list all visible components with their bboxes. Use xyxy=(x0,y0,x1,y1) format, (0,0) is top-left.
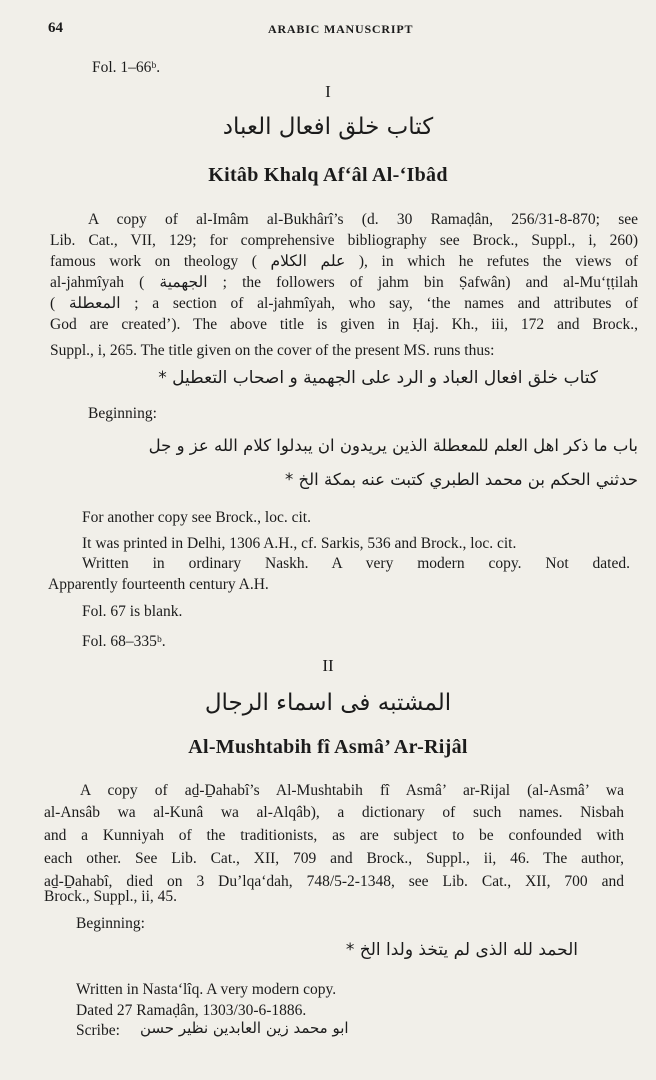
arabic-beginning-2: الحمد لله الذى لم يتخذ ولدا الخ * xyxy=(345,940,578,960)
transliterated-title-1: Kitâb Khalq Af‘âl Al-‘Ibâd xyxy=(208,164,448,186)
section-numeral-1: I xyxy=(325,82,331,101)
body-line: Brock., Suppl., ii, 45. xyxy=(44,888,178,905)
body-line: each other. See Lib. Cat., XII, 709 and Brock., Suppl., ii, 46. The author, xyxy=(44,850,624,867)
note-line: Dated 27 Ramaḍân, 1303/30-6-1886. xyxy=(76,1002,307,1019)
body-line: aḏ-Ḏahabî, died on 3 Du’lqa‘dah, 748/5-2-1348, see Lib. Cat., XII, 700 and xyxy=(44,873,624,890)
body-line: al-Ansâb wa al-Kunâ wa al-Alqâb), a dictionary of such names. Nisbah xyxy=(44,804,624,821)
note-line: For another copy see Brock., loc. cit. xyxy=(82,509,311,526)
body-line: God are created’). The above title is given in Ḥaj. Kh., iii, 172 and Brock., xyxy=(50,316,638,333)
note-line: It was printed in Delhi, 1306 A.H., cf. Sarkis, 536 and Brock., loc. cit. xyxy=(82,535,517,552)
arabic-cover-title: كتاب خلق افعال العباد و الرد على الجهمية و اصحاب التعطيل * xyxy=(158,368,598,388)
scribe-name-arabic: ابو محمد زين العابدين نظير حسن xyxy=(140,1019,349,1037)
arabic-title-2: المشتبه فى اسماء الرجال xyxy=(204,690,452,716)
body-line: A copy of aḏ-Ḏahabî’s Al-Mushtabih fî Asmâ’ ar-Rijal (al-Asmâ’ wa xyxy=(80,782,624,799)
folio-range-1: Fol. 1–66ᵇ. xyxy=(92,59,161,76)
folio-range-2: Fol. 68–335ᵇ. xyxy=(82,633,166,650)
body-line: and a Kunniyah of the traditionists, as are subject to be confounded with xyxy=(44,827,624,844)
body-line: A copy of al-Imâm al-Bukhârî’s (d. 30 Ramaḍân, 256/31-8-870; see xyxy=(88,211,638,228)
note-line: Written in ordinary Naskh. A very modern copy. Not dated. xyxy=(82,555,630,572)
body-line: Lib. Cat., VII, 129; for comprehensive bibliography see Brock., Suppl., i, 260) xyxy=(50,232,638,249)
blank-folio-note: Fol. 67 is blank. xyxy=(82,603,183,620)
page-number: 64 xyxy=(48,20,63,36)
body-line: famous work on theology ( علم الكلام ), in which he refutes the views of xyxy=(50,253,638,270)
arabic-beginning-line: باب ما ذكر اهل العلم للمعطلة الذين يريدون ان يبدلوا كلام الله عز و جل xyxy=(148,436,638,455)
body-line: ( المعطلة ; a section of al-jahmîyah, who say, ‘the names and attributes of xyxy=(50,295,638,312)
note-line: Written in Nasta‘lîq. A very modern copy. xyxy=(76,981,337,998)
section-numeral-2: II xyxy=(322,656,334,675)
arabic-beginning-line: حدثني الحكم بن محمد الطبري كتبت عنه بمكة الخ * xyxy=(284,470,638,489)
body-line: al-jahmîyah ( الجهمية ; the followers of jahm bin Ṣafwân) and al-Mu‘ṭṭilah xyxy=(50,274,638,291)
beginning-label-2: Beginning: xyxy=(76,915,145,932)
scribe-label: Scribe: xyxy=(76,1022,120,1039)
arabic-title-1: كتاب خلق افعال العباد xyxy=(222,114,434,140)
transliterated-title-2: Al-Mushtabih fî Asmâ’ Ar-Rijâl xyxy=(188,736,468,758)
note-line: Apparently fourteenth century A.H. xyxy=(48,576,269,593)
running-title: ARABIC MANUSCRIPT xyxy=(268,22,414,36)
body-line: Suppl., i, 265. The title given on the cover of the present MS. runs thus: xyxy=(50,342,495,359)
beginning-label-1: Beginning: xyxy=(88,405,157,422)
